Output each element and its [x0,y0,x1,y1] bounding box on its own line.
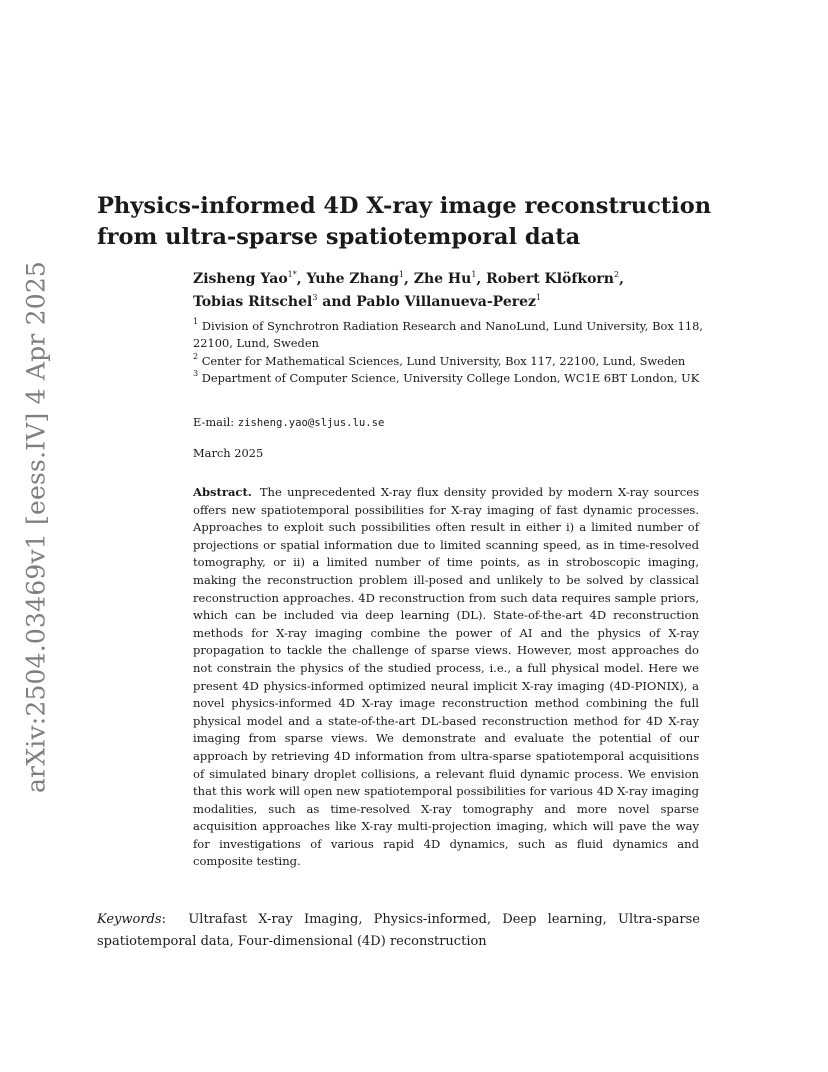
author-list [193,268,713,314]
author [193,271,297,287]
affiliation [193,370,703,387]
affiliation-text: Department of Computer Science, University College London, WC1E 6BT London, UK [201,371,700,386]
author [414,271,477,287]
keywords-colon: : [161,912,166,927]
arxiv-identifier: arXiv:2504.03469v1 [eess.IV] 4 Apr 2025 [21,260,51,794]
author-separator: , [296,271,307,287]
author-affiliation-mark: 2 [613,270,620,279]
affiliation-number: 1 [193,317,199,326]
affiliation-text: Division of Synchrotron Radiation Research and NanoLund, Lund University, Box 118, 22100, Lund, Sweden [193,319,704,351]
email-address[interactable]: zisheng.yao@sljus.lu.se [237,417,385,429]
email-label: E-mail: [193,415,235,429]
affiliation-text: Center for Mathematical Sciences, Lund University, Box 117, 22100, Lund, Sweden [201,353,686,368]
author [356,294,541,310]
keywords-label: Keywords [97,912,162,927]
affiliation-number: 3 [193,369,199,379]
contact-email-line [193,413,384,432]
author-affiliation-mark: 1* [287,270,297,279]
author-separator: , [403,271,414,287]
author-affiliation-mark: 1 [398,270,404,279]
author-name: Pablo Villanueva-Perez [356,294,536,310]
author-separator: , [619,271,624,287]
affiliation [193,318,703,353]
abstract [193,484,699,871]
affiliation [193,353,703,370]
author-name: Robert Klöfkorn [486,271,614,287]
author-affiliation-mark: 3 [312,293,318,302]
author-affiliation-mark: 1 [471,270,477,279]
affiliation-number: 2 [193,351,199,361]
author-name: Yuhe Zhang [306,271,399,287]
affiliation-list [193,318,703,388]
paper-title: Physics-informed 4D X-ray image reconstruction from ultra-sparse spatiotemporal data [97,193,712,250]
author [486,271,619,287]
publication-date: March 2025 [193,446,264,460]
keywords-text: Ultrafast X-ray Imaging, Physics-informed, Deep learning, Ultra-sparse spatiotemporal data, Four-dimensional (4D) reconstruction [97,912,701,949]
author-name: Zisheng Yao [193,271,288,287]
author-name: Zhe Hu [413,271,472,287]
author-name: Tobias Ritschel [193,294,313,310]
author-separator-and: and [317,294,357,310]
author-affiliation-mark: 1 [535,293,542,302]
arxiv-sidebar-stamp [18,260,54,794]
abstract-label: Abstract. [193,485,252,499]
author-separator: , [476,271,487,287]
keywords [97,909,700,953]
abstract-text: The unprecedented X-ray flux density provided by modern X-ray sources offers new spatiotemporal possibilities for X-ray imaging of fast dynamic processes. Approaches to exploit such possibilities often result in either i) a limited number of projections or spatial information due to limited scanning speed, as in time-resolved tomography, or ii) a limited number of time points, as in stroboscopic imaging, making the reconstruction problem ill-posed and unlikely to be solved by classical reconstruction approaches. 4D reconstruction from such data requires sample priors, which can be included via deep learning (DL). State-of-the-art 4D reconstruction methods for X-ray imaging combine the power of AI and the physics of X-ray propagation to tackle the challenge of sparse views. However, most approaches do not constrain the physics of the studied process, i.e., a full physical model. Here we present 4D physics-informed optimized neural implicit X-ray imaging (4D-PIONIX), a novel physics-informed 4D X-ray image reconstruction method combining the full physical model and a state-of-the-art DL-based reconstruction method for 4D X-ray imaging from sparse views. We demonstrate and evaluate the potential of our approach by retrieving 4D information from ultra-sparse spatiotemporal acquisitions of simulated binary droplet collisions, a relevant fluid dynamic process. We envision that this work will open new spatiotemporal possibilities for various 4D X-ray imaging modalities, such as time-resolved X-ray tomography and more novel sparse acquisition approaches like X-ray multi-projection imaging, which will pave the way for investigations of various rapid 4D dynamics, such as fluid dynamics and composite testing. [193,485,699,869]
author [193,294,317,310]
author [307,271,404,287]
